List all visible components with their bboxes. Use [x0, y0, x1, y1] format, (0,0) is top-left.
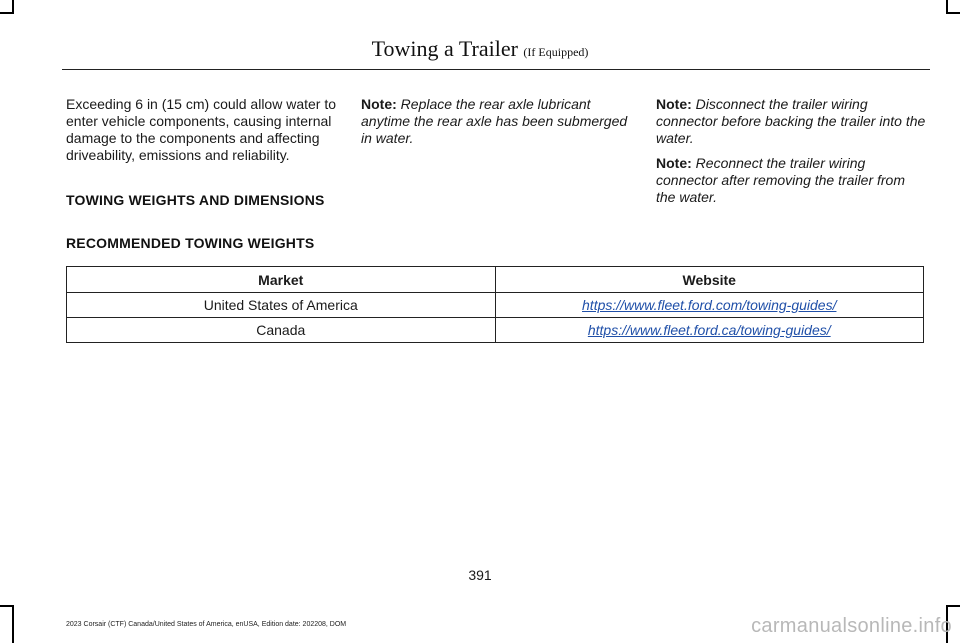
disconnect-wiring-note — [656, 96, 928, 147]
website-link-usa[interactable]: https://www.fleet.ford.com/towing-guides/ — [582, 297, 837, 313]
note-label: Note: — [361, 96, 397, 112]
table-row — [67, 318, 924, 343]
section-heading-recommended: RECOMMENDED TOWING WEIGHTS — [66, 235, 315, 251]
reconnect-wiring-note — [656, 155, 928, 206]
section-heading-towing-weights: TOWING WEIGHTS AND DIMENSIONS — [66, 192, 325, 208]
column-header-website: Website — [495, 267, 924, 293]
page-header — [0, 36, 960, 62]
watermark: carmanualsonline.info — [751, 615, 952, 637]
crop-mark-bl-h — [0, 605, 14, 607]
column-middle — [361, 96, 633, 155]
column-left — [66, 96, 338, 172]
website-cell — [495, 293, 924, 318]
water-depth-paragraph: Exceeding 6 in (15 cm) could allow water to enter vehicle components, causing internal damage to the components and affecting driveability, emissions and reliability. — [66, 96, 337, 163]
table-row — [67, 293, 924, 318]
crop-mark-tr-h — [946, 12, 960, 14]
footer-edition-text: 2023 Corsair (CTF) Canada/United States of America, enUSA, Edition date: 202208, DOM — [66, 621, 347, 628]
page-number: 391 — [468, 567, 492, 583]
axle-lubricant-note — [361, 96, 633, 147]
website-cell — [495, 318, 924, 343]
note-label: Note: — [656, 96, 692, 112]
column-header-market: Market — [67, 267, 496, 293]
website-link-canada[interactable]: https://www.fleet.ford.ca/towing-guides/ — [587, 322, 831, 338]
note-text: Reconnect the trailer wiring connector after removing the trailer from the water. — [656, 155, 905, 205]
market-cell: Canada — [67, 318, 496, 343]
crop-mark-tl-h — [0, 12, 14, 14]
market-cell: United States of America — [67, 293, 496, 318]
note-text: Disconnect the trailer wiring connector before backing the trailer into the water. — [656, 96, 926, 146]
crop-mark-br-h — [946, 605, 960, 607]
crop-mark-bl-v — [12, 605, 14, 643]
table-header-row — [67, 267, 924, 293]
note-label: Note: — [656, 155, 692, 171]
header-title: Towing a Trailer — [371, 36, 518, 61]
column-right — [656, 96, 928, 214]
note-text: Replace the rear axle lubricant anytime the rear axle has been submerged in water. — [361, 96, 628, 146]
header-divider — [62, 69, 930, 70]
header-subtitle: (If Equipped) — [523, 45, 589, 59]
towing-weights-table — [66, 266, 924, 343]
